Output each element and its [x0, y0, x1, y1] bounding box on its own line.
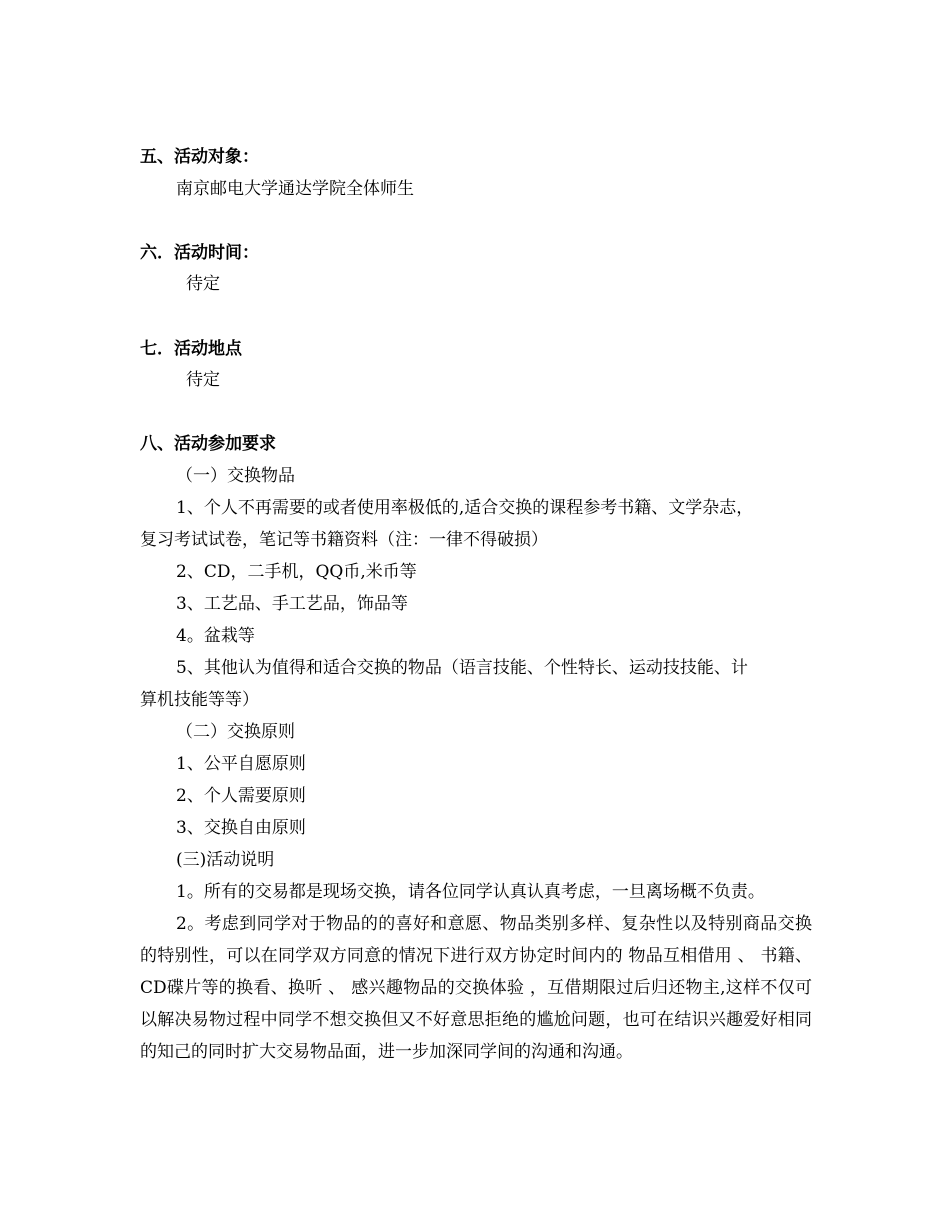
- section-5-heading: 五、活动对象：: [140, 147, 259, 167]
- part-1-item-1-line-2: 复习考试试卷，笔记等书籍资料（注：一律不得破损）: [140, 530, 548, 550]
- part-2-item-1: 1、公平自愿原则: [176, 754, 306, 774]
- part-2-title: （二）交换原则: [176, 722, 295, 742]
- section-7-content: 待定: [186, 370, 220, 390]
- part-1-item-1-line-1: 1、个人不再需要的或者使用率极低的,适合交换的课程参考书籍、文学杂志，: [176, 498, 754, 518]
- section-5-content: 南京邮电大学通达学院全体师生: [176, 179, 414, 199]
- part-1-item-2: 2、CD，二手机，QQ币,米币等: [176, 562, 417, 582]
- part-3-item-2: 2。考虑到同学对于物品的的喜好和意愿、物品类别多样、复杂性以及特别商品交换的特别性，可以在同学双方同意的情况下进行双方协定时间内的 物品互相借用 、 书籍、CD碟片等的换看、换听 、 感兴趣物品的交换体验 ，互借期限过后归还物主,这样不仅可以解决易物过程中同学不想交换但又不好意思拒绝的尴尬问题，也可在结识兴趣爱好相同的知己的同时扩大交易物品面，进一步加深同学间的沟通和沟通。: [140, 914, 812, 1062]
- section-6-heading: 六．活动时间：: [140, 243, 259, 263]
- part-2-item-3: 3、交换自由原则: [176, 818, 306, 838]
- section-6-content: 待定: [186, 274, 220, 294]
- part-1-item-5-line-2: 算机技能等等）: [140, 690, 259, 710]
- section-7-heading: 七．活动地点: [140, 339, 242, 359]
- section-8-heading: 八、活动参加要求: [140, 434, 276, 454]
- part-3-item-1: 1。所有的交易都是现场交换，请各位同学认真认真考虑，一旦离场概不负责。: [176, 882, 765, 902]
- part-1-item-4: 4。盆栽等: [176, 626, 255, 646]
- part-1-item-5-line-1: 5、其他认为值得和适合交换的物品（语言技能、个性特长、运动技技能、计: [176, 658, 748, 678]
- part-1-item-3: 3、工艺品、手工艺品，饰品等: [176, 594, 408, 614]
- part-3-title: (三)活动说明: [176, 850, 275, 870]
- part-2-item-2: 2、个人需要原则: [176, 786, 306, 806]
- part-1-title: （一）交换物品: [176, 466, 295, 486]
